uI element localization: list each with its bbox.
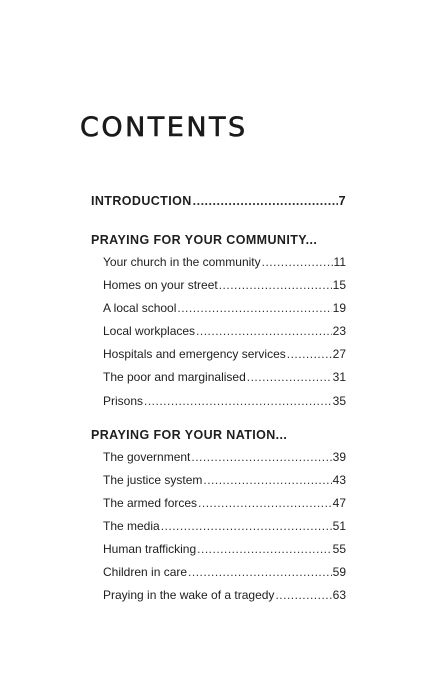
toc-entry[interactable] <box>91 446 346 469</box>
page-title: CONTENTS <box>80 112 248 143</box>
toc-entry[interactable] <box>91 515 346 538</box>
toc-page-number: 35 <box>332 393 346 408</box>
toc-page-number: 7 <box>338 194 346 208</box>
dot-leader <box>198 492 332 515</box>
toc-entry-label: Children in care <box>103 565 188 580</box>
toc-page-number: 11 <box>333 255 346 269</box>
table-of-contents <box>91 194 346 618</box>
toc-entry[interactable] <box>91 274 346 297</box>
toc-page-number: 63 <box>332 588 346 603</box>
toc-entry[interactable] <box>91 390 346 413</box>
dot-leader <box>191 446 331 469</box>
dot-leader <box>203 469 331 492</box>
toc-section-nation <box>91 424 346 608</box>
toc-entry[interactable] <box>91 492 346 515</box>
toc-entry-label: Homes on your street <box>103 278 218 293</box>
dot-leader <box>161 515 332 538</box>
dot-leader <box>275 584 331 607</box>
toc-page-number: 47 <box>332 495 346 510</box>
toc-entry-label: The government <box>103 449 191 464</box>
toc-entry-label: The justice system <box>103 472 203 487</box>
toc-page-number: 31 <box>332 370 346 385</box>
toc-entry[interactable] <box>91 561 346 584</box>
toc-entry-label: Prisons <box>103 393 144 408</box>
section-heading: PRAYING FOR YOUR COMMUNITY... <box>91 233 318 247</box>
toc-page-number: 39 <box>332 449 346 464</box>
toc-entry[interactable] <box>91 297 346 320</box>
dot-leader <box>197 538 331 561</box>
toc-page-number: 23 <box>332 324 346 339</box>
toc-entry-introduction[interactable] <box>91 194 346 216</box>
toc-entry-label: Hospitals and emergency services <box>103 347 286 362</box>
section-heading: PRAYING FOR YOUR NATION... <box>91 427 288 442</box>
toc-entry-label: INTRODUCTION <box>91 194 192 208</box>
toc-entry-label: A local school <box>103 301 177 316</box>
dot-leader <box>144 390 332 413</box>
toc-page-number: 59 <box>332 565 346 580</box>
dot-leader <box>196 320 332 343</box>
toc-page-number: 19 <box>332 301 346 316</box>
toc-entry-label: Your church in the community <box>103 255 261 269</box>
toc-entry[interactable] <box>91 251 346 274</box>
dot-leader <box>193 194 338 208</box>
toc-entry-label: The poor and marginalised <box>103 370 246 385</box>
toc-entry-label: The armed forces <box>103 495 198 510</box>
dot-leader <box>262 251 333 274</box>
toc-entry-label: The media <box>103 518 160 533</box>
toc-entry[interactable] <box>91 343 346 366</box>
toc-entry[interactable] <box>91 469 346 492</box>
toc-entry[interactable] <box>91 320 346 343</box>
toc-entry-label: Local workplaces <box>103 324 196 339</box>
toc-page-number: 55 <box>332 542 346 557</box>
dot-leader <box>247 366 332 389</box>
toc-entry[interactable] <box>91 538 346 561</box>
toc-entry-label: Praying in the wake of a tragedy <box>103 588 275 603</box>
toc-page-number: 27 <box>332 347 346 362</box>
toc-entry[interactable] <box>91 584 346 607</box>
dot-leader <box>188 561 332 584</box>
dot-leader <box>177 297 331 320</box>
toc-page-number: 51 <box>332 518 346 533</box>
toc-entry-label: Human trafficking <box>103 542 197 557</box>
dot-leader <box>219 274 332 297</box>
toc-page-number: 15 <box>332 278 346 293</box>
dot-leader <box>287 343 332 366</box>
toc-section-community <box>91 229 346 413</box>
toc-page-number: 43 <box>332 472 346 487</box>
toc-entry[interactable] <box>91 366 346 389</box>
